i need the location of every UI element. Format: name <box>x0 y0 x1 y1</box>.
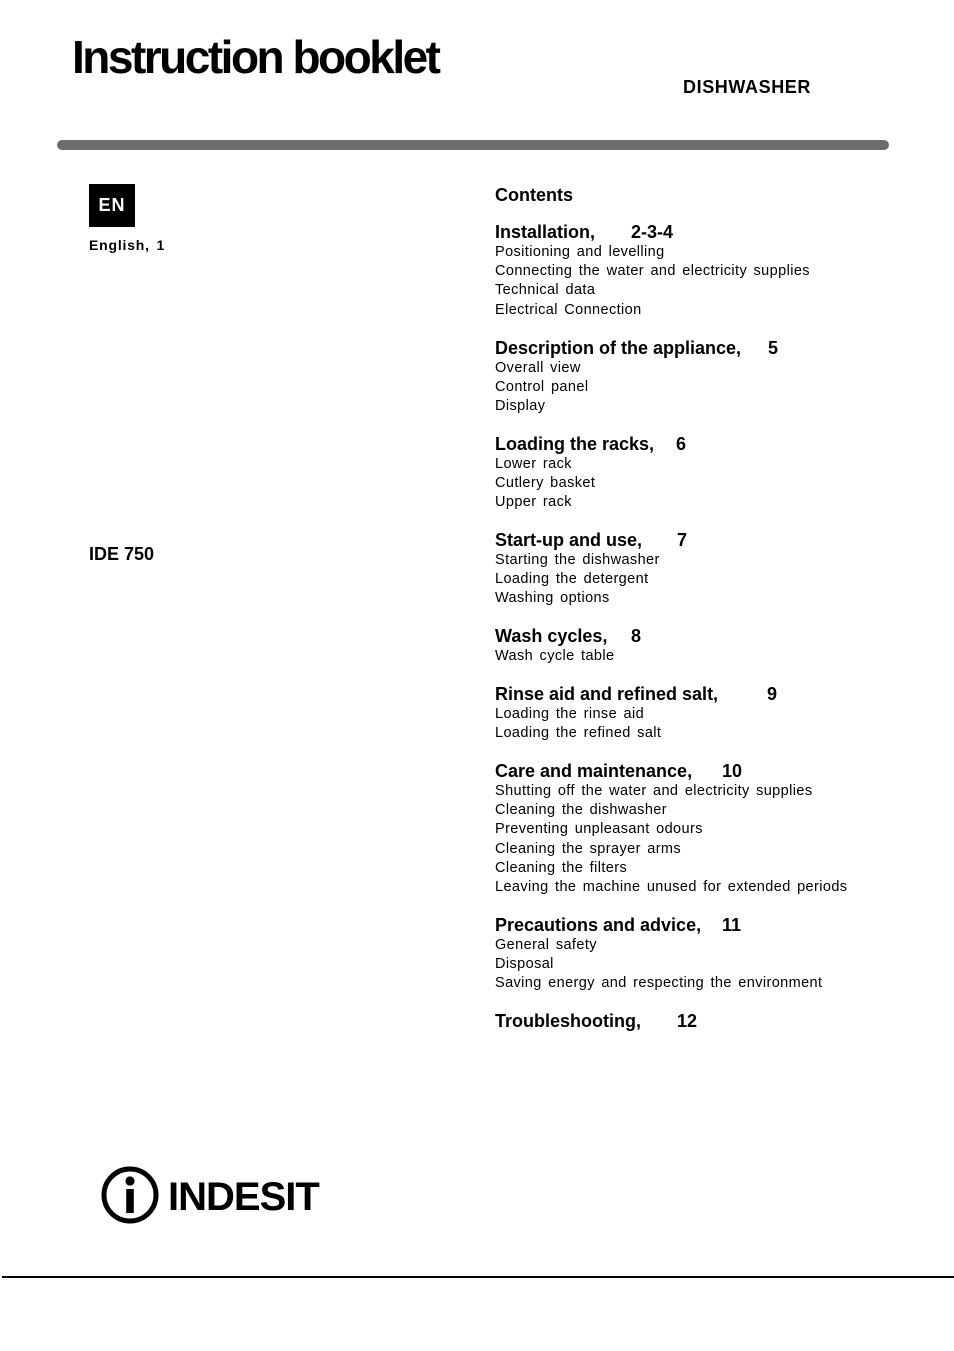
footer-divider <box>2 1276 954 1278</box>
toc-section-name: Loading the racks, <box>495 434 655 454</box>
toc-section-title <box>495 683 935 705</box>
toc-section-installation <box>495 221 935 320</box>
toc-item: Washing options <box>495 590 610 607</box>
toc-section-title <box>495 1010 935 1032</box>
toc-item: Disposal <box>495 956 554 973</box>
toc-page-number: 8 <box>631 626 642 646</box>
toc-item: Cleaning the sprayer arms <box>495 840 682 857</box>
toc-page-number: 7 <box>677 530 688 550</box>
toc-section-description <box>495 337 935 417</box>
toc-section-name: Precautions and advice, <box>495 915 702 935</box>
toc-section-name: Troubleshooting, <box>495 1011 641 1031</box>
language-label: English, 1 <box>89 237 166 253</box>
toc-section-name: Start-up and use, <box>495 530 643 550</box>
toc-page-number: 5 <box>768 338 779 358</box>
product-type: DISHWASHER <box>683 77 812 97</box>
toc-item: Saving energy and respecting the environment <box>495 975 823 992</box>
toc-section-loading-racks <box>495 433 935 513</box>
toc-item: Overall view <box>495 360 581 376</box>
toc-section-name: Installation, <box>495 222 596 242</box>
toc-page-number: 12 <box>677 1011 698 1031</box>
toc-page-number: 2-3-4 <box>631 222 674 242</box>
toc-item: Wash cycle table <box>495 648 615 664</box>
toc-item: Positioning and levelling <box>495 244 665 260</box>
toc-page-number: 10 <box>722 761 743 781</box>
toc-item: Loading the rinse aid <box>495 706 645 722</box>
toc-section-troubleshooting <box>495 1010 935 1032</box>
toc-section-name: Description of the appliance, <box>495 338 742 358</box>
toc-section-title <box>495 914 935 936</box>
indesit-logo <box>100 1164 322 1226</box>
toc-section-care <box>495 760 935 897</box>
toc-page-number: 6 <box>676 434 687 454</box>
toc-section-precautions <box>495 914 935 994</box>
toc-item: Cleaning the dishwasher <box>495 802 667 819</box>
toc-item: Shutting off the water and electricity supplies <box>495 783 813 799</box>
toc-item: General safety <box>495 937 597 953</box>
toc-section-name: Rinse aid and refined salt, <box>495 684 719 704</box>
header-divider <box>57 140 889 150</box>
toc-item: Starting the dishwasher <box>495 552 660 568</box>
toc-section-name: Wash cycles, <box>495 626 608 646</box>
toc-section-start-up <box>495 529 935 609</box>
toc-item: Electrical Connection <box>495 301 642 318</box>
toc-item: Display <box>495 398 546 415</box>
toc-item: Control panel <box>495 379 589 396</box>
toc-section-title <box>495 433 935 455</box>
toc-item: Connecting the water and electricity supplies <box>495 263 810 280</box>
toc-item: Leaving the machine unused for extended periods <box>495 878 848 895</box>
toc-item: Technical data <box>495 282 596 299</box>
toc-section-title <box>495 337 935 359</box>
toc-section-wash-cycles <box>495 625 935 666</box>
toc-section-title <box>495 760 935 782</box>
toc-section-title <box>495 529 935 551</box>
toc-section-title <box>495 221 935 243</box>
toc-item: Upper rack <box>495 494 572 511</box>
toc-item: Loading the detergent <box>495 571 649 588</box>
toc-item: Preventing unpleasant odours <box>495 821 703 838</box>
toc-section-rinse-aid <box>495 683 935 743</box>
toc-item: Cleaning the filters <box>495 859 628 876</box>
model-number: IDE 750 <box>89 544 155 564</box>
toc-section-title <box>495 625 935 647</box>
page-title: Instruction booklet <box>72 31 439 83</box>
toc-item: Loading the refined salt <box>495 725 662 742</box>
contents-heading: Contents <box>495 185 573 205</box>
toc-item: Lower rack <box>495 456 572 472</box>
toc-item: Cutlery basket <box>495 475 596 492</box>
toc-section-name: Care and maintenance, <box>495 761 693 781</box>
language-badge: EN <box>89 184 135 227</box>
toc-page-number: 11 <box>722 915 742 935</box>
svg-text:INDESIT: INDESIT <box>168 1175 319 1219</box>
toc-page-number: 9 <box>767 684 778 704</box>
